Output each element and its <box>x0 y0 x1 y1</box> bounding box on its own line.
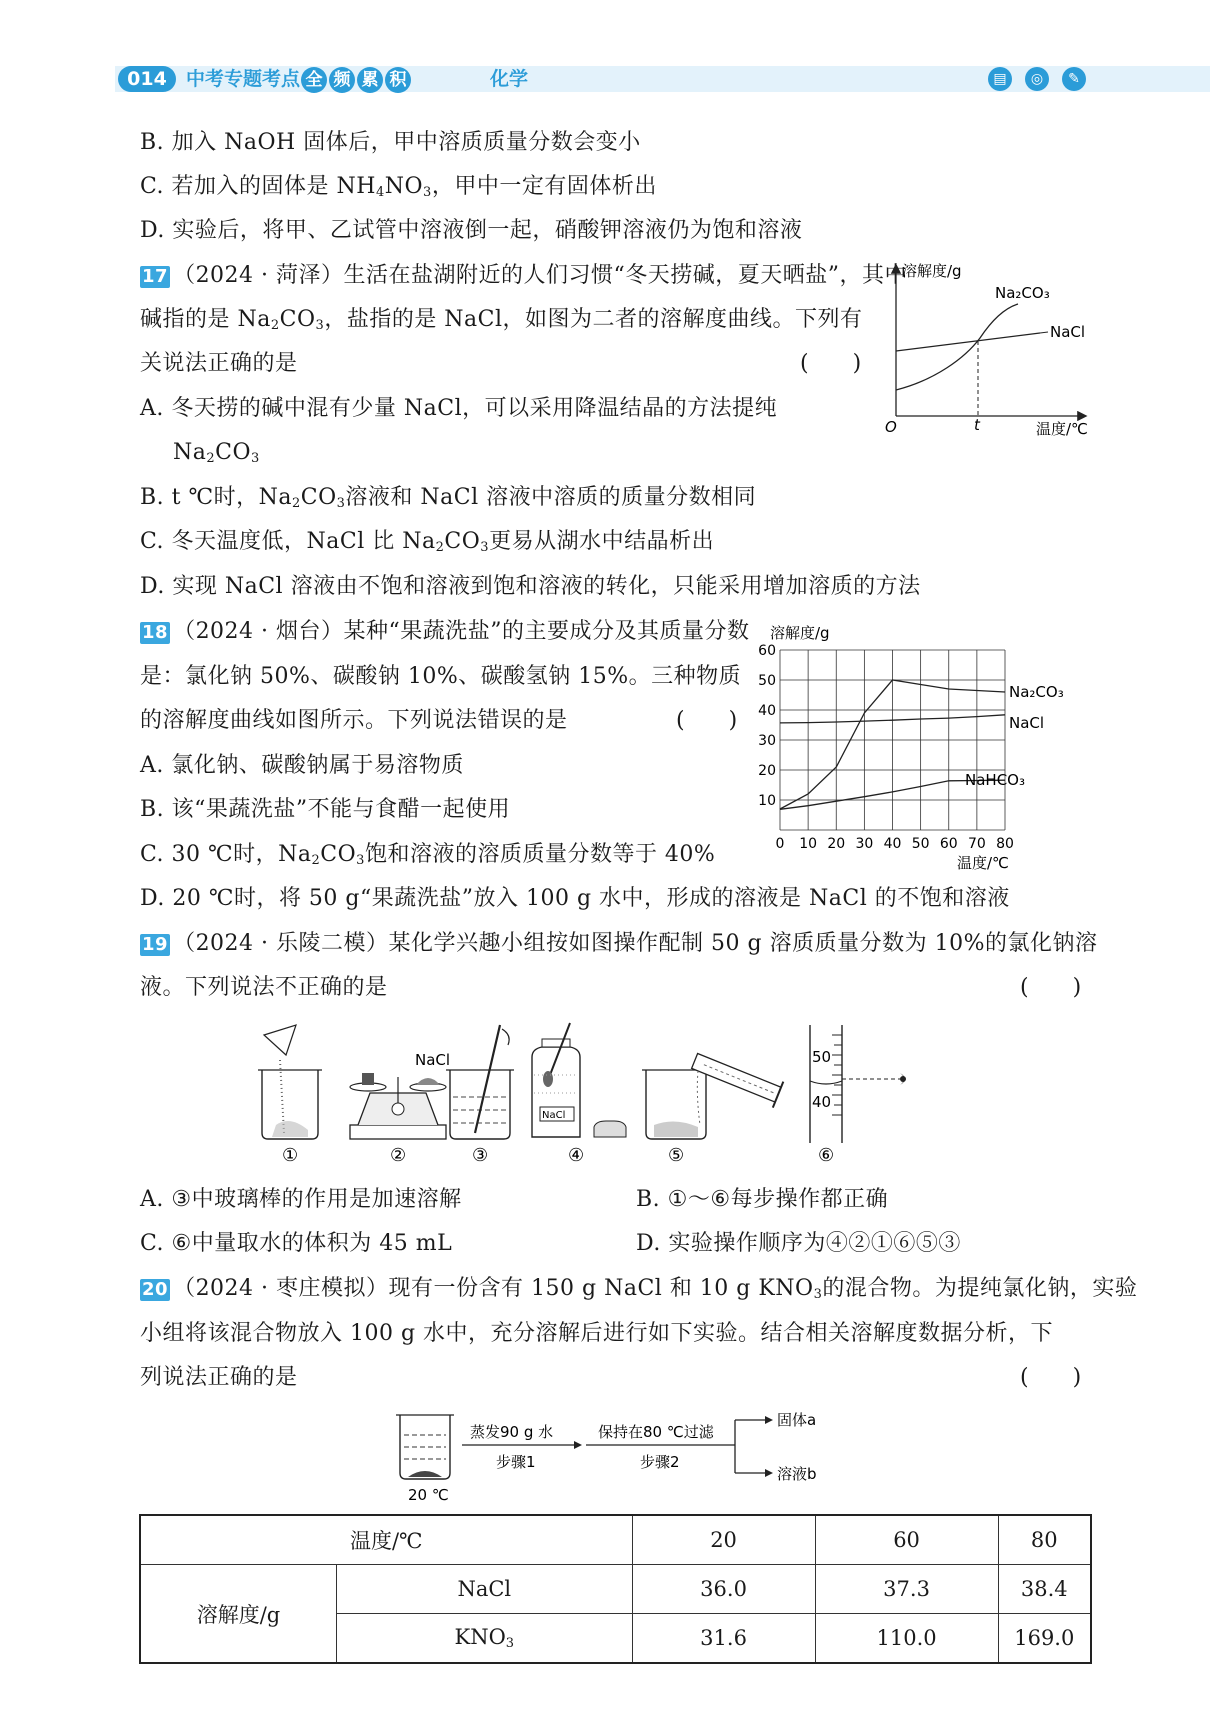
x-axis-label: 温度/℃ <box>1036 420 1088 438</box>
step-number: ④ <box>568 1145 585 1165</box>
q18-option-d: D. 20 ℃时，将 50 g“果蔬洗盐”放入 100 g 水中，形成的溶液是 NaCl 的不饱和溶液 <box>140 886 1010 911</box>
q19-stem-line2: 液。下列说法不正确的是 <box>140 975 388 1000</box>
q19-stem-line1: 19 （2024 · 乐陵二模）某化学兴趣小组按如图操作配制 50 g 溶质质量分数为 10%的氯化钠溶 <box>142 931 1098 956</box>
series-char: 全 <box>301 67 327 93</box>
step-number: ⑤ <box>668 1145 685 1165</box>
t-label: t <box>974 416 980 434</box>
x-tick-label: 0 <box>775 836 785 852</box>
y-tick-label: 20 <box>758 763 776 779</box>
step2-balance <box>350 1073 446 1139</box>
series-char: 频 <box>329 67 355 93</box>
q19-option-a: A. ③中玻璃棒的作用是加速溶解 <box>140 1187 462 1212</box>
series-label: NaHCO₃ <box>965 771 1025 790</box>
table-cell: 38.4 <box>998 1565 1091 1614</box>
step2-caption: 步骤2 <box>640 1453 680 1471</box>
q19-option-c: C. ⑥中量取水的体积为 45 mL <box>140 1231 453 1256</box>
y-axis-label: 溶解度/g <box>770 624 830 642</box>
series-char: 积 <box>385 67 411 93</box>
step2-label: 保持在80 ℃过滤 <box>598 1423 714 1441</box>
q18-option-c: C. 30 ℃时，$Na_2CO_3$饱和溶液的溶质质量分数等于 40% <box>140 842 716 868</box>
table-cell: 80 <box>998 1515 1091 1565</box>
table-cell: 37.3 <box>815 1565 998 1614</box>
x-tick-label: 70 <box>967 836 986 852</box>
table-cell: 169.0 <box>998 1614 1091 1664</box>
step3-beaker-rod <box>446 1025 514 1139</box>
q20-stem-line3: 列说法正确的是 <box>140 1365 298 1390</box>
answer-blank[interactable]: ( ) <box>1020 975 1082 1000</box>
cylinder-mark-40: 40 <box>812 1093 832 1111</box>
q16-option-c: C. 若加入的固体是 $NH_4NO_3$，甲中一定有固体析出 <box>140 174 657 200</box>
paperclip-icon: ✎ <box>1062 67 1086 91</box>
cylinder-mark-50: 50 <box>812 1048 832 1066</box>
step1-label: 蒸发90 g 水 <box>470 1423 554 1441</box>
step1-caption: 步骤1 <box>496 1453 536 1471</box>
x-tick-label: 60 <box>939 836 958 852</box>
x-tick-label: 80 <box>996 836 1014 852</box>
output-solution-b: 溶液b <box>777 1465 817 1483</box>
q17-option-a-cont: $Na_2CO_3$ <box>173 440 260 466</box>
y-axis-label: 溶解度/g <box>902 262 962 280</box>
temp-header-cell: 温度/℃ <box>140 1515 632 1565</box>
page-number: 014 <box>118 66 176 92</box>
q18-stem-line1: 18 （2024 · 烟台）某种“果蔬洗盐”的主要成分及其质量分数 <box>142 619 750 644</box>
q19-apparatus-figure <box>250 1015 980 1165</box>
q20-stem-line1: 20 （2024 · 枣庄模拟）现有一份含有 150 g NaCl 和 10 g $KNO_3$的混合物。为提纯氯化钠，实验 <box>142 1276 1138 1302</box>
step1-beaker <box>258 1025 322 1139</box>
q18-stem-line2: 是：氯化钠 50%、碳酸钠 10%、碳酸氢钠 15%。三种物质 <box>140 664 742 689</box>
step-number: ① <box>282 1145 299 1165</box>
solubility-header-cell: 溶解度/g <box>140 1565 337 1664</box>
q20-flow-diagram <box>390 1405 870 1505</box>
q17-stem-line2: 碱指的是 $Na_2CO_3$，盐指的是 NaCl，如图为二者的溶解度曲线。下列有 <box>140 307 863 333</box>
q16-option-d: D. 实验后，将甲、乙试管中溶液倒一起，硝酸钾溶液仍为饱和溶液 <box>140 218 803 243</box>
x-tick-label: 30 <box>855 836 874 852</box>
question-number: 18 <box>142 622 169 643</box>
x-axis-label: 温度/℃ <box>957 854 1009 872</box>
nacl-label: NaCl <box>1050 323 1086 341</box>
na2co3-curve <box>896 304 1018 390</box>
series-prefix: 中考专题考点 <box>186 68 301 90</box>
question-number: 17 <box>142 266 169 287</box>
question-number: 20 <box>142 1279 169 1300</box>
q18-solubility-chart <box>750 615 1070 877</box>
substance-cell: $KNO_3$ <box>337 1614 633 1664</box>
q18-option-a: A. 氯化钠、碳酸钠属于易溶物质 <box>140 753 464 778</box>
x-tick-label: 40 <box>883 836 902 852</box>
svg-text:NaCl: NaCl <box>542 1110 566 1121</box>
answer-blank[interactable]: ( ) <box>676 708 738 733</box>
q17-solubility-graph <box>880 258 1100 443</box>
q17-option-d: D. 实现 NaCl 溶液由不饱和溶液到饱和溶液的转化，只能采用增加溶质的方法 <box>140 574 921 599</box>
series-label: NaCl <box>1009 713 1045 732</box>
q20-stem-line2: 小组将该混合物放入 100 g 水中，充分溶解后进行如下实验。结合相关溶解度数据分析，下 <box>140 1321 1054 1346</box>
origin-label: O <box>885 418 897 436</box>
flow-start-temp: 20 ℃ <box>408 1486 449 1504</box>
nacl-line <box>896 333 1040 351</box>
q17-option-c: C. 冬天温度低，NaCl 比 $Na_2CO_3$更易从湖水中结晶析出 <box>140 529 715 555</box>
y-tick-label: 30 <box>758 733 776 749</box>
q18-stem-line3: 的溶解度曲线如图所示。下列说法错误的是 <box>140 708 568 733</box>
question-number: 19 <box>142 934 169 955</box>
table-cell: 60 <box>815 1515 998 1565</box>
compass-icon: ◎ <box>1025 67 1049 91</box>
output-solid-a: 固体a <box>777 1411 817 1429</box>
series-char: 累 <box>357 67 383 93</box>
y-tick-label: 60 <box>758 643 776 659</box>
solubility-table <box>139 1514 1092 1664</box>
q16-option-b: B. 加入 NaOH 固体后，甲中溶质质量分数会变小 <box>140 130 641 155</box>
step-number: ⑥ <box>818 1145 835 1165</box>
flow-beaker <box>396 1415 454 1479</box>
y-tick-label: 50 <box>758 673 776 689</box>
step-number: ② <box>390 1145 407 1165</box>
q18-option-b: B. 该“果蔬洗盐”不能与食醋一起使用 <box>140 797 511 822</box>
q17-option-a: A. 冬天捞的碱中混有少量 NaCl，可以采用降温结晶的方法提纯 <box>140 396 778 421</box>
q17-stem-line1: 17 （2024 · 菏泽）生活在盐湖附近的人们习惯“冬天捞碱，夏天晒盐”，其中 <box>142 263 908 288</box>
x-tick-label: 20 <box>827 836 846 852</box>
table-cell: 36.0 <box>632 1565 815 1614</box>
table-cell: 31.6 <box>632 1614 815 1664</box>
table-cell: 110.0 <box>815 1614 998 1664</box>
y-tick-label: 40 <box>758 703 776 719</box>
series-label: Na₂CO₃ <box>1009 683 1064 701</box>
step5-pouring <box>642 1048 783 1139</box>
step-number: ③ <box>472 1145 489 1165</box>
x-tick-label: 10 <box>799 836 818 852</box>
answer-blank[interactable]: ( ) <box>1020 1365 1082 1390</box>
q19-option-b: B. ①～⑥每步操作都正确 <box>636 1187 889 1212</box>
book-icon: ▤ <box>988 67 1012 91</box>
nacl-tag: NaCl <box>415 1051 451 1069</box>
step4-reagent-bottle <box>532 1023 626 1137</box>
q19-option-d: D. 实验操作顺序为④②①⑥⑤③ <box>636 1231 961 1256</box>
na2co3-label: Na₂CO₃ <box>995 284 1050 302</box>
subject-label: 化学 <box>490 68 529 90</box>
x-tick-label: 50 <box>911 836 930 852</box>
series-title <box>186 64 412 94</box>
y-tick-label: 10 <box>758 793 776 809</box>
step6-cylinder-reading <box>810 1025 906 1143</box>
q17-stem-line3: 关说法正确的是 <box>140 351 298 376</box>
q17-option-b: B. t ℃时，$Na_2CO_3$溶液和 NaCl 溶液中溶质的质量分数相同 <box>140 485 757 511</box>
answer-blank[interactable]: ( ) <box>800 351 862 376</box>
table-cell: 20 <box>632 1515 815 1565</box>
substance-cell: NaCl <box>337 1565 633 1614</box>
